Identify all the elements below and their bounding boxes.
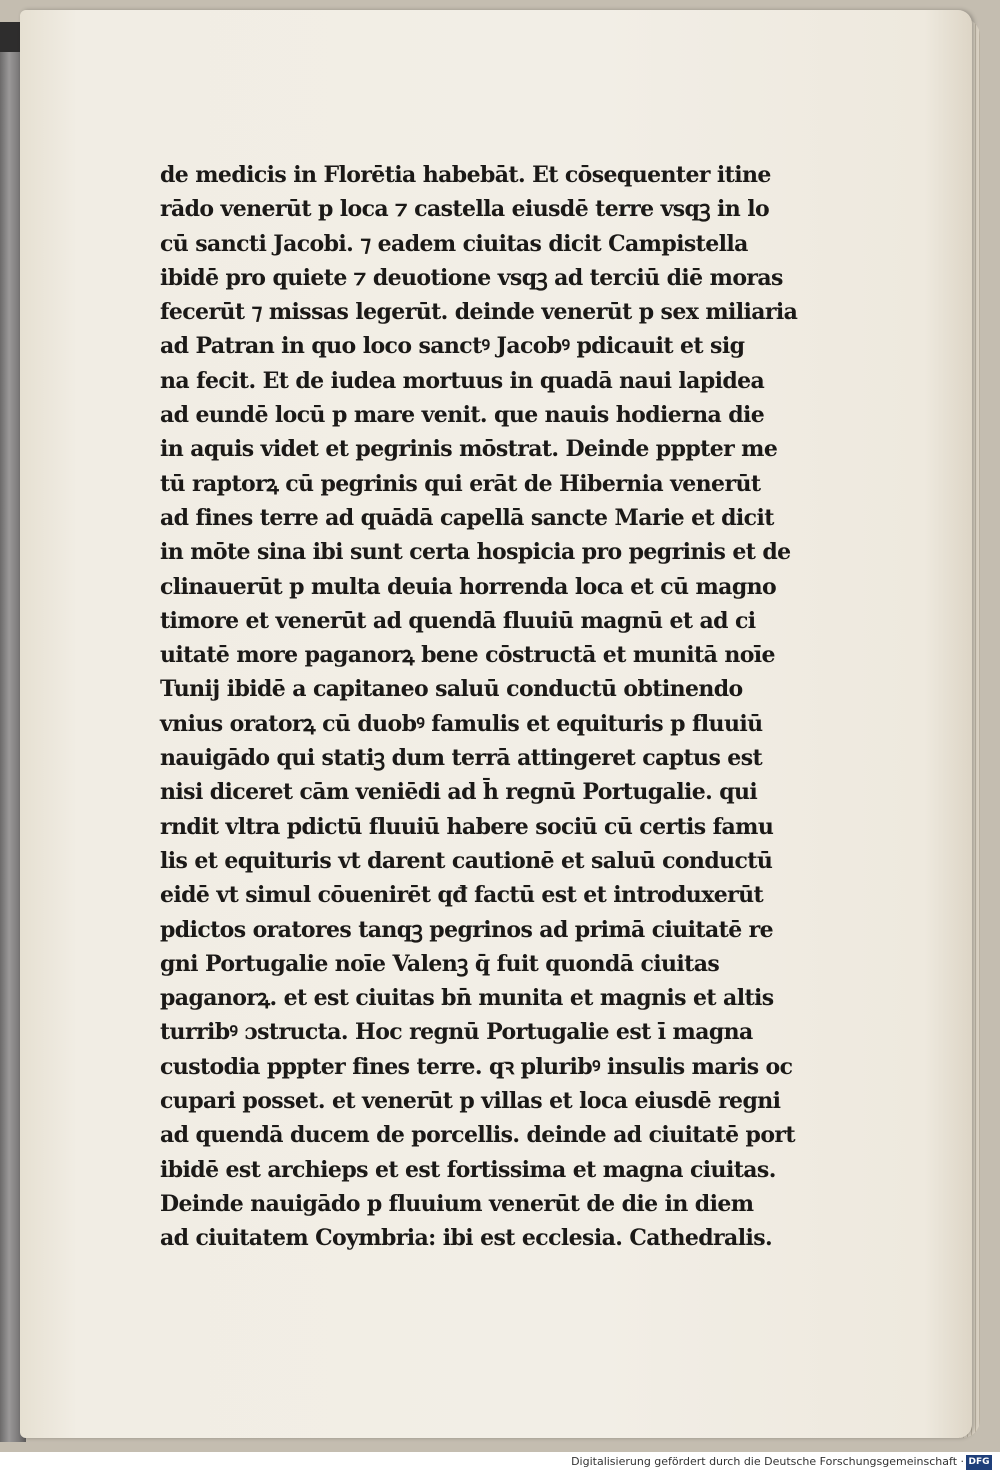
text-line: ad fines terre ad quādā capellā sancte Marie et dicit (160, 504, 774, 531)
text-line: rādo venerūt p loca ⁊ castella eiusdē terre vsqꝫ in lo (160, 196, 770, 223)
text-line: Deinde nauigādo p fluuium venerūt de die in diem (160, 1190, 754, 1217)
text-line: na fecit. Et de iudea mortuus in quadā naui lapidea (160, 367, 765, 394)
body-text (160, 158, 850, 1256)
text-line: ad quendā ducem de porcellis. deinde ad ciuitatē port (160, 1122, 795, 1149)
text-line: ibidē est archieps et est fortissima et magna ciuitas. (160, 1156, 776, 1183)
text-line: fecerūt ⁊ missas legerūt. deinde venerūt p sex miliaria (160, 299, 798, 326)
text-line: gni Portugalie noīe Valenꝫ q̄ fuit quondā ciuitas (160, 950, 720, 977)
text-line: vnius oratorꝝ cū duobꝰ famulis et equituris p fluuiū (160, 710, 763, 737)
text-line: cū sancti Jacobi. ⁊ eadem ciuitas dicit Campistella (160, 230, 748, 257)
text-line: ad ciuitatem Coymbria: ibi est ecclesia. Cathedralis. (160, 1225, 773, 1252)
text-line: nauigādo qui statiꝫ dum terrā attingeret captus est (160, 745, 763, 772)
book-page (20, 10, 972, 1438)
text-line: custodia pppter fines terre. qꝛ pluribꝰ insulis maris oc (160, 1053, 793, 1080)
text-line: clinauerūt p multa deuia horrenda loca et cū magno (160, 573, 777, 600)
text-line: paganorꝝ. et est ciuitas bn̄ munita et magnis et altis (160, 985, 774, 1012)
text-line: in aquis videt et pegrinis mōstrat. Deinde pppter me (160, 436, 778, 463)
text-line: tū raptorꝝ cū pegrinis qui erāt de Hibernia venerūt (160, 470, 761, 497)
text-line: in mōte sina ibi sunt certa hospicia pro pegrinis et de (160, 539, 791, 566)
text-line: timore et venerūt ad quendā fluuiū magnū et ad ci (160, 607, 756, 634)
text-line: cupari posset. et venerūt p villas et loca eiusdē regni (160, 1088, 781, 1115)
text-line: Tunij ibidē a capitaneo saluū conductū obtinendo (160, 676, 743, 703)
text-line: eidē vt simul cōuenirēt qđ factū est et introduxerūt (160, 882, 764, 909)
funding-notice: Digitalisierung gefördert durch die Deutsche Forschungsgemeinschaft · (571, 1455, 964, 1468)
text-line: lis et equituris vt darent cautionē et saluū conductū (160, 847, 773, 874)
text-line: rndit vltra pdictū fluuiū habere sociū cū certis famu (160, 813, 774, 840)
text-line: turribꝰ ɔstructa. Hoc regnū Portugalie est ī magna (160, 1019, 753, 1046)
dfg-logo: DFG (966, 1455, 992, 1470)
text-line: pdictos oratores tanqꝫ pegrinos ad primā ciuitatē re (160, 916, 774, 943)
text-line: de medicis in Florētia habebāt. Et cōsequenter itine (160, 162, 771, 188)
text-line: ad Patran in quo loco sanctꝰ Jacobꝰ pdicauit et sig (160, 333, 745, 360)
text-line: uitatē more paganorꝝ bene cōstructā et munitā noīe (160, 642, 775, 669)
text-line: ad eundē locū p mare venit. que nauis hodierna die (160, 402, 765, 429)
text-line: nisi diceret cām veniēdi ad h̄ regnū Portugalie. qui (160, 779, 758, 806)
text-line: ibidē pro quiete ⁊ deuotione vsqꝫ ad terciū diē moras (160, 264, 783, 291)
footer-bar (0, 1452, 1000, 1474)
